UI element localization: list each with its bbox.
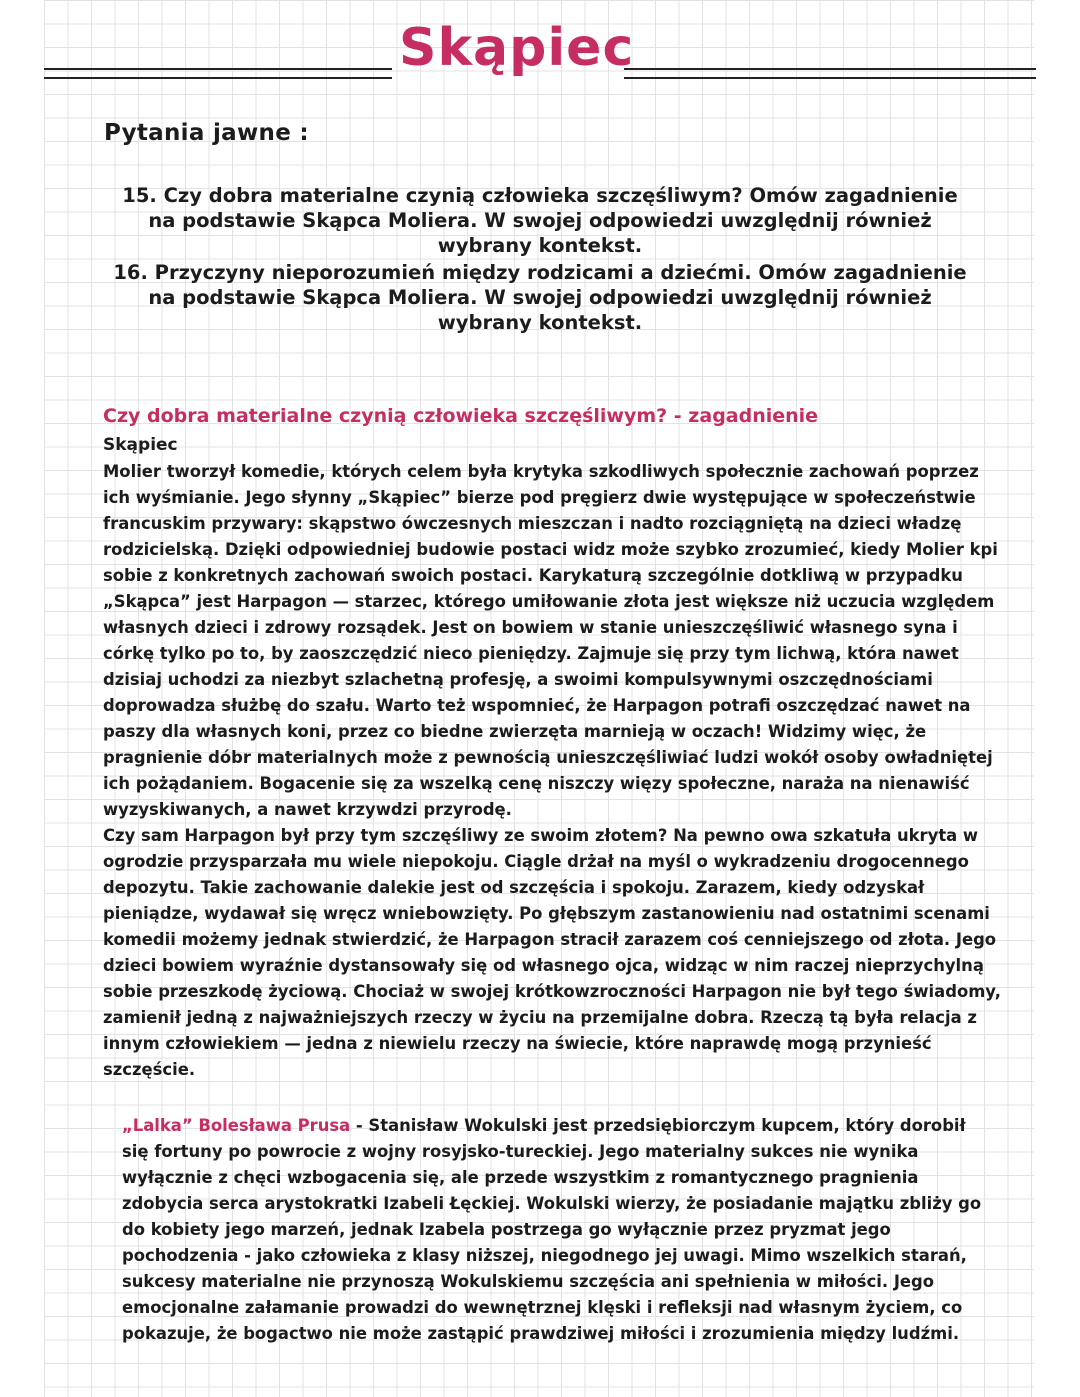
context-paragraph — [122, 1113, 982, 1347]
page-margin-left — [0, 0, 44, 1397]
question-item: 16. Przyczyny nieporozumień między rodzicami a dziećmi. Omów zagadnienie na podstawie Skąpca Moliera. W swojej odpowiedzi uwzględnij również wybrany kontekst. — [113, 261, 967, 334]
context-title: „Lalka” Bolesława Prusa — [122, 1116, 351, 1135]
page-header — [44, 18, 1036, 92]
title-rule-left — [44, 68, 392, 79]
questions-list — [110, 183, 970, 337]
page-title: Skąpiec — [399, 18, 635, 78]
questions-heading: Pytania jawne : — [104, 120, 309, 146]
context-text: - Stanisław Wokulski jest przedsiębiorczym kupcem, który dorobił się fortuny po powrocie z wojny rosyjsko-tureckiej. Jego materialny sukces nie wynika wyłącznie z chęci wzbogacenia się, ale przede wszystkim z romantycznego pragnienia zdobycia serca arystokratki Izabeli Łęckiej. Wokulski wierzy, że posiadanie majątku zbliży go do kobiety jego marzeń, jednak Izabela postrzega go wyłącznie przez pryzmat jego pochodzenia - jako człowieka z klasy niższej, niegodnego jej uwagi. Mimo wszelkich starań, sukcesy materialne nie przynoszą Wokulskiemu szczęścia ani spełnienia w miłości. Jego emocjonalne załamanie prowadzi do wewnętrznej klęski i refleksji nad własnym życiem, co pokazuje, że bogactwo nie może zastąpić prawdziwej miłości i zrozumienia między ludźmi. — [122, 1116, 982, 1343]
body-paragraph: Molier tworzył komedie, których celem była krytyka szkodliwych społecznie zachowań poprzez ich wyśmianie. Jego słynny „Skąpiec” bierze pod pręgierz dwie występujące w społeczeństwie francuskim przywary: skąpstwo ówczesnych mieszczan i nadto rozciągniętą na dzieci władzę rodzicielską. Dzięki odpowiedniej budowie postaci widz może szybko zrozumieć, kiedy Molier kpi sobie z konkretnych zachowań swoich postaci. Karykaturą szczególnie dotkliwą w przypadku „Skąpca” jest Harpagon — starzec, którego umiłowanie złota jest większe niż uczucia względem własnych dzieci i zdrowy rozsądek. Jest on bowiem w stanie unieszczęśliwić własnego syna i córkę tylko po to, by zaoszczędzić nieco pieniędzy. Zajmuje się przy tym lichwą, która nawet dzisiaj uchodzi za niezbyt szlachetną profesję, a swoimi kompulsywnymi oszczędnościami doprowadza służbę do szału. Warto też wspomnieć, że Harpagon potrafi oszczędzać nawet na paszy dla własnych koni, przez co biedne zwierzęta marnieją w oczach! Widzimy więc, że pragnienie dóbr materialnych może z pewnością unieszczęśliwiać ludzi wokół osoby owładniętej ich pożądaniem. Bogacenie się za wszelką cenę niszczy więzy społeczne, naraża na nienawiść wyzyskiwanych, a nawet krzywdzi przyrodę. — [103, 462, 998, 819]
section-heading: Czy dobra materialne czynią człowieka szczęśliwym? - zagadnienie — [103, 405, 819, 427]
title-rule-right — [624, 68, 1036, 79]
page-margin-right — [1034, 0, 1080, 1397]
question-item: 15. Czy dobra materialne czynią człowieka szczęśliwym? Omów zagadnienie na podstawie Skąpca Moliera. W swojej odpowiedzi uwzględnij również wybrany kontekst. — [122, 184, 958, 257]
body-paragraph: Czy sam Harpagon był przy tym szczęśliwy ze swoim złotem? Na pewno owa szkatuła ukryta w ogrodzie przysparzała mu wiele niepokoju. Ciągle drżał na myśl o wykradzeniu drogocennego depozytu. Takie zachowanie dalekie jest od szczęścia i spokoju. Zarazem, kiedy odzyskał pieniądze, wydawał się wręcz wniebowzięty. Po głębszym zastanowieniu nad ostatnimi scenami komedii możemy jednak stwierdzić, że Harpagon stracił zarazem coś cenniejszego od złota. Jego dzieci bowiem wyraźnie dystansowały się od własnego ojca, widząc w nim raczej nieprzychylną sobie przeszkodę życiową. Chociaż w swojej krótkowzroczności Harpagon nie był tego świadomy, zamienił jedną z najważniejszych rzeczy w życiu na przemijalne dobra. Rzeczą tą była relacja z innym człowiekiem — jedna z niewielu rzeczy na świecie, które naprawdę mogą przynieść szczęście. — [103, 826, 1001, 1079]
section-subheading: Skąpiec — [103, 435, 178, 455]
